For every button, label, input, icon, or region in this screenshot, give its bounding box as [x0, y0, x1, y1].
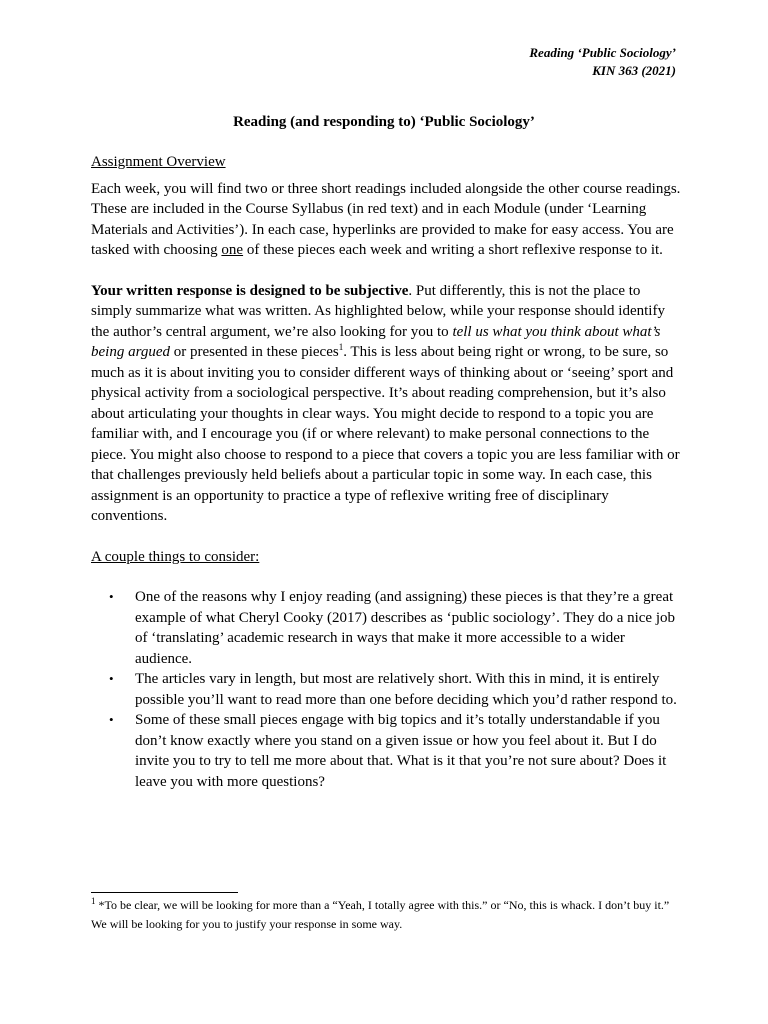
- list-item-text: One of the reasons why I enjoy reading (and assigning) these pieces is that they’re a great example of what Cheryl Cooky (2017) describes as ‘public sociology’. They do a nice job of ‘translating’ academic research in ways that make it more accessible to a wider audience.: [135, 589, 676, 667]
- section-heading-consider: A couple things to consider:: [91, 548, 260, 565]
- bullet-icon: •: [109, 712, 114, 727]
- text-run: or presented in these pieces: [170, 344, 339, 360]
- text-run: Each week, you will find two or three short readings included alongside the other course readings. These are included in the Course Syllabus (in red text) and in each Module (under ‘Learning Materials and Activities’). In each case, hyperlinks are provided to make for easy access. You are tasked with choosing: [91, 180, 681, 258]
- section-heading-overview: Assignment Overview: [91, 154, 226, 170]
- consider-bullet-list: [91, 587, 681, 792]
- list-item: [109, 710, 681, 792]
- footnote-text: *To be clear, we will be looking for more than a “Yeah, I totally agree with this.” or “No, this is whack. I don’t buy it.” We will be looking for you to justify your response in some way.: [91, 898, 670, 931]
- list-item: [109, 669, 681, 710]
- document-body: [91, 152, 681, 792]
- list-item-text: The articles vary in length, but most are relatively short. With this in mind, it is entirely possible you’ll want to read more than one before deciding which you’d rather respond to.: [135, 671, 677, 708]
- footnote-separator: [91, 892, 238, 893]
- footnote: [91, 896, 681, 934]
- underlined-word-one: one: [221, 242, 244, 258]
- footnote-reference: 1: [338, 342, 344, 352]
- bullet-icon: •: [109, 589, 114, 604]
- footnote-marker: 1: [91, 896, 96, 906]
- header-course-reading: Reading ‘Public Sociology’: [529, 45, 676, 60]
- header-course-code: KIN 363 (2021): [592, 63, 676, 78]
- overview-paragraph-1: [91, 179, 681, 261]
- list-item-text: Some of these small pieces engage with big topics and it’s totally understandable if you don’t know exactly where you stand on a given issue or how you feel about it. But I do invite you to try to tell me more about that. What is it that you’re not sure about? Does it leave you with more questions?: [135, 712, 667, 790]
- document-title: Reading (and responding to) ‘Public Sociology’: [233, 114, 535, 130]
- bullet-icon: •: [109, 671, 114, 686]
- text-run: . This is less about being right or wrong, to be sure, so much as it is about inviting you to consider different ways of thinking about or ‘seeing’ sport and physical activity from a sociological perspective. It’s about reading comprehension, but it’s also about articulating your thoughts in clear ways. You might decide to respond to a topic you are familiar with, and I encourage you (if or where relevant) to make personal connections to the piece. You might also choose to respond to a piece that covers a topic you are less familiar with or that challenges previously held beliefs about a particular topic in some way. In each case, this assignment is an opportunity to practice a type of reflexive writing free of disciplinary conventions.: [91, 344, 680, 524]
- italic-emphasis: tell us what you think about what’s being argued: [91, 323, 661, 360]
- overview-paragraph-2: [91, 281, 681, 527]
- text-run: of these pieces each week and writing a short reflexive response to it.: [243, 242, 663, 258]
- page-header: [529, 44, 676, 80]
- text-run: . Put differently, this is not the place to simply summarize what was written. As highlighted below, while your response should identify the author’s central argument, we’re also looking for you to: [91, 282, 665, 340]
- list-item: [109, 587, 681, 669]
- bold-lead-sentence: Your written response is designed to be subjective: [91, 282, 409, 299]
